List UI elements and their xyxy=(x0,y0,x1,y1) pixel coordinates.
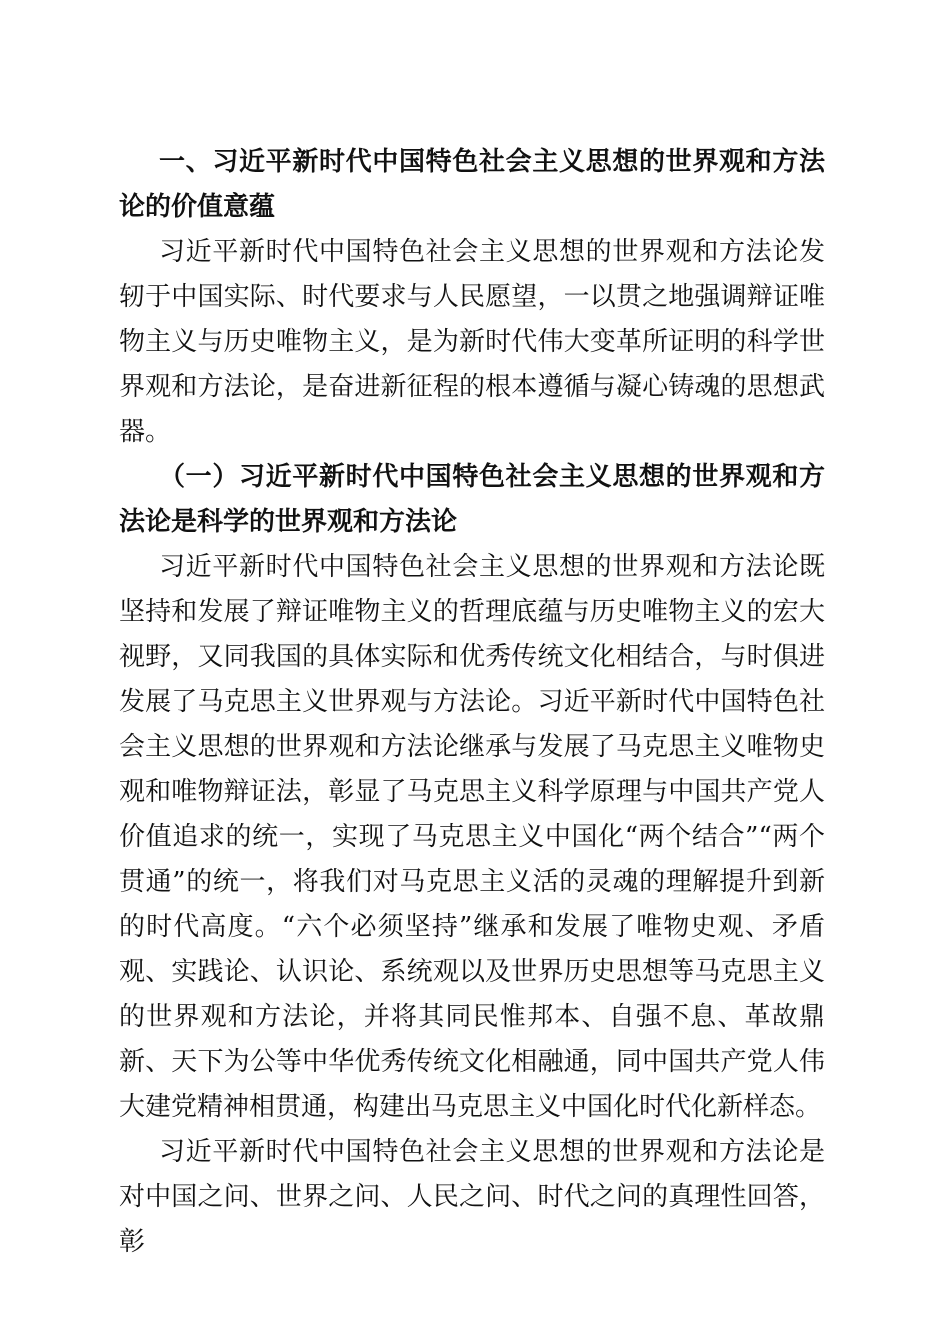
body-paragraph: 习近平新时代中国特色社会主义思想的世界观和方法论发轫于中国实际、时代要求与人民愿望，一以贯之地强调辩证唯物主义与历史唯物主义，是为新时代伟大变革所证明的科学世界观和方法论，是奋进新征程的根本遵循与凝心铸魂的思想武器。 xyxy=(119,237,825,447)
document-body xyxy=(119,140,825,1265)
subsection-heading: （一）习近平新时代中国特色社会主义思想的世界观和方法论是科学的世界观和方法论 xyxy=(119,462,825,537)
body-paragraph: 习近平新时代中国特色社会主义思想的世界观和方法论是对中国之问、世界之问、人民之问、时代之问的真理性回答，彰 xyxy=(119,1137,825,1257)
body-paragraph: 习近平新时代中国特色社会主义思想的世界观和方法论既坚持和发展了辩证唯物主义的哲理底蕴与历史唯物主义的宏大视野，又同我国的具体实际和优秀传统文化相结合，与时俱进发展了马克思主义世界观与方法论。习近平新时代中国特色社会主义思想的世界观和方法论继承与发展了马克思主义唯物史观和唯物辩证法，彰显了马克思主义科学原理与中国共产党人价值追求的统一，实现了马克思主义中国化“两个结合”“两个贯通”的统一，将我们对马克思主义活的灵魂的理解提升到新的时代高度。“六个必须坚持”继承和发展了唯物史观、矛盾观、实践论、认识论、系统观以及世界历史思想等马克思主义的世界观和方法论，并将其同民惟邦本、自强不息、革故鼎新、天下为公等中华优秀传统文化相融通，同中国共产党人伟大建党精神相贯通，构建出马克思主义中国化时代化新样态。 xyxy=(119,552,825,1122)
section-heading: 一、习近平新时代中国特色社会主义思想的世界观和方法论的价值意蕴 xyxy=(119,147,825,222)
